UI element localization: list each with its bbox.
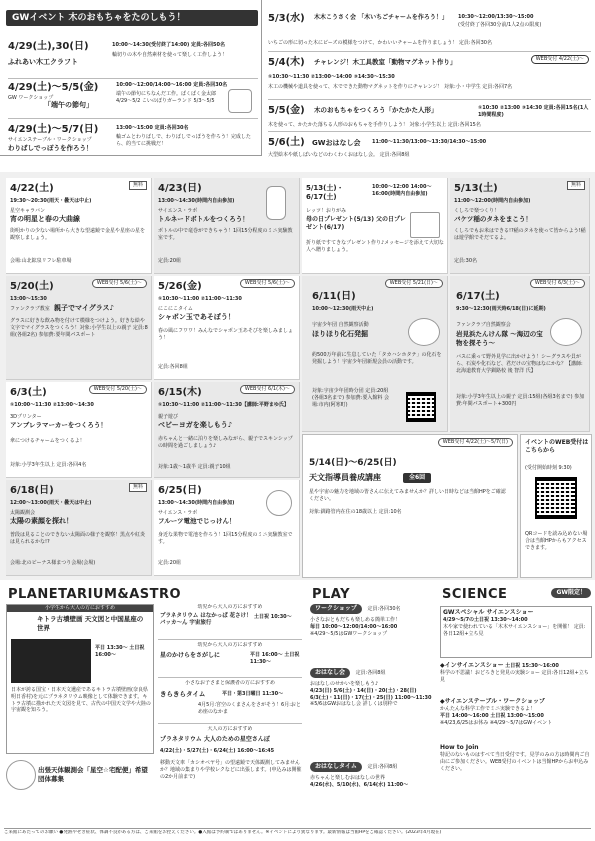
- hanakappa-show: [158, 604, 302, 640]
- event-desc: いちごの形に切った木にビーズの模様をつけて、かわいいチャームを作りましょう！ 定員:各回30名: [268, 40, 492, 46]
- course-target: 対象:釧路管内在住の18歳以上 定員:10名: [309, 509, 402, 515]
- event-desc: 春の風にフワワ！みんなでシャボン玉あそびを楽しみましょう！: [158, 328, 293, 341]
- show-time: 土日祝 15:30～16:00: [505, 663, 559, 669]
- event-sub: 3Dプリンター: [10, 414, 42, 420]
- event-card: [450, 178, 590, 274]
- web-tag: WEB受付 6/3(土)～: [530, 279, 585, 288]
- event-time: 11:00～12:00(時間内自由参加): [454, 198, 531, 204]
- event-title: シャボン玉であそぼう！: [158, 313, 235, 321]
- event-time: ①10:00～11:30 ②13:00～14:30: [10, 402, 94, 408]
- box-capacity: 定員:各回30名: [367, 606, 401, 612]
- event-date: 4/22(土): [10, 183, 54, 194]
- show-title: キトラ古墳壁画 天文図と中国星座の世界: [37, 615, 144, 632]
- storytime: [310, 668, 434, 760]
- event-time: ①10:30～11:30 ②13:00～14:00 ③14:30～15:30: [268, 74, 395, 80]
- show-desc: 4月5月:宮空のくまさんをさがそう！6月:おとめ座のなかま: [198, 702, 301, 715]
- event-time: 13:00～14:30(時間内自由参加): [158, 500, 235, 506]
- event-card: [6, 480, 152, 576]
- event-date: 5/13(土): [454, 183, 498, 194]
- event-title: フルーツ電池でじっけん！: [158, 517, 236, 525]
- event-sub: レッツ！おりがみ: [306, 208, 346, 214]
- kitora-show: [6, 604, 154, 754]
- event-may6: [268, 134, 591, 164]
- event-desc: ボトルの中で竜巻ができちゃう！1回15分程度のミニ実験教室です。: [158, 228, 293, 241]
- event-sub: 親子遊び: [158, 414, 179, 420]
- play-heading: PLAY: [312, 587, 351, 602]
- event-time: 19:30～20:30(雨天・曇天は中止): [10, 198, 92, 204]
- event-date: 6/15(木): [158, 387, 202, 398]
- event-note: (受付終了各回30分前/1人2点の限度): [458, 22, 542, 28]
- event-card: [154, 382, 300, 478]
- event-sub: くしろで楽つくり！: [454, 208, 499, 214]
- web-entry-box: [520, 434, 592, 578]
- course-title: 天文指導員養成講座: [309, 473, 381, 482]
- footer-text: ご来館にあたってのお願い ●発熱やせき症状、体調不良がある方は、ご来館をお控えください。●入館は予約制ではありません。※イベントにより異なります。最新情報は当館HPをご確認ください。(2023年4月現在): [4, 830, 442, 835]
- event-place: 定員:各回8組: [158, 364, 188, 370]
- event-title: 「端午の節句」: [44, 101, 93, 109]
- event-title: トルネードボトルをつくろう！: [158, 215, 249, 223]
- event-date: 5/6(土): [268, 137, 305, 148]
- event-place: 対象:小学3年生以上 定員:各回4名: [10, 462, 87, 468]
- gw-event-1: [8, 40, 258, 76]
- event-time: 10:00～14:30(受付終了14:00) 定員:各回50名: [112, 42, 226, 48]
- show-time: 平日・第3日曜日 11:30～: [222, 691, 284, 697]
- event-desc: 普段は見ることのできない太陽面の様子を観察！黒点や紅炎は見られるかな!?: [10, 532, 146, 545]
- event-grid: [0, 172, 595, 580]
- event-time: ①10:30～11:00 ②11:00～11:30: [158, 296, 242, 302]
- event-sub: 太陽観測会: [10, 510, 36, 516]
- show-note: ※4/23,6/25はお休み ※4/29～5/7はGWイベント: [440, 719, 553, 726]
- event-desc: 赤ちゃんと一緒に泊りを楽しみながら、親子でスキンシップの時間を過ごしましょう♪: [158, 436, 293, 449]
- event-sub: 星空キャラバン: [10, 208, 46, 214]
- event-title: 岩見浜たんけん隊 ～海辺の宝物を探そう～: [456, 330, 543, 347]
- event-place: 会場:山北鉱泉リフレ駐車場: [10, 258, 72, 264]
- event-may5: [268, 102, 591, 132]
- event-card: [154, 480, 300, 576]
- event-title: 太陽の素顔を探れ！: [10, 517, 73, 525]
- gw-event-3: [8, 118, 258, 154]
- event-date: 5/20(土): [10, 281, 54, 292]
- event-desc: 街明かりの少ない場所から大きな望遠鏡で金星や星座の星を観察しましょう。: [10, 228, 146, 241]
- event-sub: 宇宙少年団 自然観察活動: [312, 322, 369, 328]
- web-tag: WEB受付 5/6(土)～: [92, 279, 147, 288]
- story-time-baby: [310, 762, 434, 822]
- howto-text: 特記のないものはすべて当日受付です。見学のみの方は時間内ご自由にご参加ください。WEB受付のイベントは当館HPからお申込みください。: [440, 752, 590, 772]
- web-tag: WEB受付 5/21(日)～: [385, 279, 443, 288]
- free-tag: 無料: [129, 483, 147, 492]
- box-dates: 4/26(水)、5/10(水)、6/14(水) 11:00～: [310, 781, 409, 788]
- science-table: [440, 698, 592, 742]
- free-tag: 無料: [129, 181, 147, 190]
- event-date: 4/29(土),30(日): [8, 41, 89, 52]
- event-desc: バスに乗って野外見学に出かけよう！シーグラスや貝がら、石炭や化石など、君だけの宝物はなにかな？【講師:北海道教育大学釧路校 後 智洋 氏】: [456, 354, 583, 374]
- box-note: ※4/29～5/5はGWワークショップ: [310, 630, 388, 637]
- event-date: 6/3(土): [10, 387, 47, 398]
- event-desc: 大型絵本や紙しばいなどのわくわくおはなし会。 定員:各回8組: [268, 152, 410, 158]
- event-title: ベビーヨガを楽しもう♪: [158, 421, 233, 429]
- event-card: [302, 178, 448, 274]
- web-entry-sub: (受付開始時刻 9:30): [525, 465, 572, 471]
- science-heading: SCIENCE: [442, 587, 508, 602]
- audience: 幼児から大人の方におすすめ: [197, 642, 263, 648]
- event-desc: 身近な果物で電池を作ろう！1回15分程度のミニ実験教室です。: [158, 532, 293, 545]
- in-science-show: [440, 662, 592, 696]
- event-time: 12:00～13:00(雨天・曇天は中止): [10, 500, 92, 506]
- origami-illustration: [410, 212, 440, 238]
- event-sub: ファンクラブ自然観察会: [456, 322, 511, 328]
- audience: 小さなお子さまと保護者の方におすすめ: [184, 680, 276, 686]
- event-desc: 折り紙ですてきなプレゼント作り♪メッセージを添えて大切な人へ贈りましょう。: [306, 240, 444, 253]
- show-title: 星のかけらをさがしに: [160, 652, 221, 659]
- telescope-illustration: [6, 760, 36, 790]
- box-desc: 赤ちゃんと楽しむおはなしの世界: [310, 775, 386, 782]
- course-tag: 全6回: [403, 473, 431, 483]
- show-title: ◆インサイエンスショー: [440, 662, 504, 669]
- event-may3: [268, 12, 591, 52]
- event-date: 6/18(日): [10, 485, 54, 496]
- box-capacity: 定員:各回8組: [367, 764, 398, 770]
- event-title: GWおはなし会: [312, 139, 361, 147]
- footer-notice: [4, 828, 591, 840]
- workshop: [310, 604, 434, 666]
- box-desc: 小さなおともだちも楽しめる簡単工作！: [310, 617, 401, 624]
- event-date: 5/3(水): [268, 13, 305, 24]
- show-time: 4/29～5/7の土日祝 13:30～14:00: [443, 617, 528, 624]
- fossil-illustration: [408, 318, 440, 346]
- shell-illustration: [550, 318, 582, 346]
- audience: 小学生から大人の方におすすめ: [7, 605, 153, 612]
- event-date: 5/4(木): [268, 57, 305, 68]
- event-place: 対象:宇宙少年団時分団 定員:20組(各組3名まで) 参加費:要入館料 会場:市内(阿寒町): [312, 388, 389, 408]
- audience: 大人の方におすすめ: [207, 726, 253, 732]
- show-desc: 科学の不思議！おどろきと発見の実験ショー 定員:各日12組+立ち見: [440, 670, 589, 683]
- box-time: 毎日 10:00～12:00/14:00～16:00: [310, 623, 398, 630]
- howto-title: How to Join: [440, 744, 479, 751]
- event-title: アンブレラマーカーをつくろう！: [10, 421, 107, 429]
- event-time: 13:00～14:30(時間内自由参加): [158, 198, 235, 204]
- event-sub: ファンクラブ教室: [10, 306, 50, 312]
- event-desc: 輪切りの木や自然素材を使って楽しく工作しよう！: [112, 52, 228, 58]
- box-title: おはなしタイム: [310, 762, 362, 772]
- may-events: [264, 0, 595, 170]
- gw-section: [0, 0, 262, 156]
- event-desc: 端午の節句にちなんだ工作。ぱくぱく金太郎 4/29～5/2 こいのぼりガーランド 5/3～5/5: [116, 91, 217, 104]
- event-desc: くしろでもお米はできる!?稲のタネを使って皆からよう!稲は遊学館でそだてるよ。: [454, 228, 586, 241]
- event-date: 6/25(日): [158, 485, 202, 496]
- event-may4: [268, 54, 591, 100]
- event-time: 10:00～12:00/14:00～16:00 定員:各回30名: [116, 82, 228, 88]
- event-date: 4/29(土)～5/5(金): [8, 82, 99, 93]
- event-time: 9:30～12:30(雨天時6/18(日)に延期): [456, 306, 546, 312]
- box-title: おはなし会: [310, 668, 350, 678]
- event-title: 木のおもちゃをつくろう「かたかた人形」: [314, 106, 438, 114]
- fruit-illustration: [266, 490, 292, 516]
- web-tag: WEB受付 4/22(土)～: [531, 55, 589, 64]
- planetarium-heading: PLANETARIUM&ASTRO: [8, 587, 182, 602]
- event-time: 11:00～11:30/13:00～13:30/14:30～15:00: [372, 139, 487, 145]
- event-time: 10:00～12:00 14:00～16:00(時間内自由参加): [372, 184, 432, 197]
- web-tag: WEB受付 5/6(土)～: [240, 279, 295, 288]
- kirakira-show: [158, 680, 302, 724]
- show-desc: 移動天文車「カシオペヤ号」の望遠鏡で天体観測してみませんか？地域の集まりや学校レクなどに出張します。(申込みは開催の2か月前まで): [160, 760, 302, 780]
- event-title: わりばしでっぽうを作ろう！: [8, 144, 93, 152]
- show-title: GWスペシャル サイエンスショー: [443, 609, 534, 616]
- event-time: 10:00～12:30(雨天中止): [312, 306, 374, 312]
- event-card: [450, 276, 590, 432]
- event-title: 母の日プレゼント(5/13) 父の日プレゼント(6/17): [306, 216, 406, 232]
- event-place: 定員:20組: [158, 560, 182, 566]
- carp-illustration: [228, 89, 252, 113]
- bottle-illustration: [266, 186, 286, 220]
- show-title: プラネタリウム はなかっぱ 花さけ！パッカ～ん 宇宙旅行: [160, 613, 252, 627]
- free-tag: 無料: [567, 181, 585, 190]
- event-title: 木木こうさく会 「木いちごチャームを作ろう！」: [314, 14, 448, 21]
- dispatch-title: 出張天体観測会「星空☆宅配便」希望団体募集: [38, 766, 148, 783]
- gw-only-badge: GW限定！: [551, 588, 591, 598]
- event-place: 定員:30名: [454, 258, 478, 264]
- web-entry-title: イベントのWEB受付はこちらから: [525, 439, 589, 455]
- gw-header: [6, 10, 258, 26]
- event-place: 対象:小学3年生以上の親子 定員:15組(各組3名まで) 参加費:年間パスポート+300円: [456, 394, 585, 407]
- event-title: ほりほり化石発掘: [312, 330, 368, 338]
- box-desc: おはなしのせかいを楽しもう♪: [310, 681, 379, 688]
- box-title: ワークショップ: [310, 604, 362, 614]
- event-sub: GW ワークショップ: [8, 95, 54, 101]
- event-card: [6, 178, 152, 274]
- event-desc: 輪ゴムとわりばしで、わりばしでっぽうを作ろう！完成したら、的当てに挑戦だ！: [116, 134, 251, 147]
- web-tag: WEB受付 6/1(木)～: [240, 385, 295, 394]
- event-card: [6, 276, 152, 380]
- event-desc: 木を使って、かたかた落ちる人形のおもちゃを手作りしよう！ 対象:小学生以上 定員:各回15名: [268, 122, 481, 128]
- event-place: 対象:1歳～1歳半 定員:親子10組: [158, 464, 231, 470]
- event-place: 定員:20組: [158, 258, 182, 264]
- event-sub: サイエンス・ラボ: [158, 208, 198, 214]
- web-entry-note: QRコードを読み込めない場合は当館HPからもアクセスできます。: [525, 531, 588, 551]
- event-date: 5/13(土)・6/17(土): [306, 184, 344, 202]
- event-time: ①10:30 ②13:00 ③14:30 定員:各回15名(1人1時間程度): [478, 105, 589, 118]
- event-time: 10:30～12:00/13:30～15:00: [458, 14, 534, 20]
- astro-course: [302, 434, 518, 578]
- event-date: 4/29(土)～5/7(日): [8, 124, 99, 135]
- event-place: 会場:北のビーナス様まつり会場(会場): [10, 560, 96, 566]
- event-title: ふれあい木工クラフト: [8, 58, 78, 66]
- event-card: [154, 178, 300, 274]
- play-section: [308, 582, 436, 827]
- event-title: 親子でマイグラス♪: [54, 304, 114, 312]
- adult-show: [158, 726, 302, 812]
- gw-header-text: GWイベント 木のおもちゃをたのしもう！: [12, 13, 186, 23]
- event-desc: グラスに好きな飲み物を付けて模様をつけよう。好きな絵や文字でマイグラスをつくろう！対象:小学生以上の親子 定員:8組(各組2名) 参加費:要年間パスポート: [10, 318, 148, 338]
- box-note: ※5/6はGWおはなし会 詳しくは別枠で: [310, 701, 398, 708]
- event-desc: 傘につけるチャームをつくるよ！: [10, 438, 85, 444]
- audience: 幼児から大人の方におすすめ: [197, 604, 263, 610]
- event-date: 6/17(土): [456, 291, 500, 302]
- show-time: 平日 14:00～16:00 土日祝 13:00～15:00: [440, 712, 544, 719]
- show-desc: かんたんな科学工作でミニ実験できるよ！: [440, 706, 536, 713]
- how-to-join: [440, 744, 592, 822]
- event-card: [6, 382, 152, 478]
- course-date: 5/14(日)～6/25(日): [309, 458, 397, 468]
- show-time: 平日 13:30～ 土日祝 16:00～: [95, 645, 145, 658]
- show-desc: 日本が誇る国宝・日本天文遺産であるキトラ古墳壁画(奈良県明日香村)を元にプラネタリウム映像として体験できます。キトラ古墳に描かれた天文図を見て、古代の中国天文学や大陸の宇宙観を知ろう。: [11, 687, 151, 714]
- event-sub: にこにこタイム: [158, 306, 193, 312]
- qr-code-icon[interactable]: [535, 477, 577, 519]
- gw-event-2: [8, 78, 258, 116]
- event-title: バケツ稲のタネをまこう！: [454, 215, 532, 223]
- event-title: チャレンジ！木工具教室「動物マグネット作り」: [314, 58, 457, 66]
- show-time: 4/22(土)・5/27(土)・6/24(土) 16:00～16:45: [160, 748, 275, 754]
- event-sub: サイエンステーブル・ワークショップ: [8, 137, 92, 143]
- gw-science-show: [440, 606, 592, 658]
- box-dates: 4/23(日) 5/6(土)・14(日)・20(土)・28(日) 6/3(土)・11(日)・17(土)・25(日) 11:00～11:30: [310, 687, 432, 701]
- show-time: 平日 16:00～ 土日祝 11:30～: [250, 652, 300, 665]
- course-desc: 星や宇宙の魅力を地域の皆さんに伝えてみませんか？詳しい日時などは当館HPをご確認ください。: [309, 489, 506, 502]
- event-card: [154, 276, 300, 380]
- event-date: 4/23(日): [158, 183, 202, 194]
- event-card: [302, 276, 448, 432]
- event-date: 5/26(金): [158, 281, 202, 292]
- event-desc: 約500万年前に生息していた「タカハシホタテ」の化石を発掘しよう！宇宙少年団新規会員の活動です。: [312, 352, 442, 365]
- show-desc: 木や家で使われている「木木サイエンスショー」を開催！ 定員:各日12組+立ち見: [443, 623, 586, 637]
- event-time: 13:00～15:30: [10, 296, 47, 302]
- event-date: 6/11(日): [312, 291, 356, 302]
- show-title: ◆サイエンステーブル・ワークショップ: [440, 698, 545, 705]
- show-title: プラネタリウム 大人のための星空さんぽ: [160, 736, 270, 743]
- box-capacity: 定員:各回8組: [355, 670, 386, 676]
- qr-code-icon[interactable]: [406, 392, 436, 422]
- event-desc: 木工の機械や道具を使って、木でできた動物マグネットを作りにチャレンジ！ 対象:小・中学生 定員:各回7名: [268, 84, 513, 90]
- web-tag: WEB受付 5/20(土)～: [89, 385, 147, 394]
- event-sub: サイエンス・ラボ: [158, 510, 198, 516]
- show-time: 土日祝 10:30～: [254, 614, 292, 620]
- star-fragment-show: [158, 642, 302, 678]
- event-time: ①10:30～11:00 ②11:00～11:30【講師:平野まゆ氏】: [158, 402, 289, 408]
- show-title: きらきらタイム: [160, 690, 206, 698]
- web-tag: WEB受付 4/22(土)～5/7(日): [438, 438, 513, 447]
- event-title: 宵の明星と春の大曲線: [10, 215, 80, 223]
- event-time: 13:00～15:00 定員:各回30名: [116, 125, 189, 131]
- event-date: 5/5(金): [268, 105, 305, 116]
- dispatch-box: [6, 758, 154, 802]
- science-section: [438, 582, 595, 827]
- kitora-image: [11, 639, 91, 683]
- planetarium-section: [0, 582, 305, 827]
